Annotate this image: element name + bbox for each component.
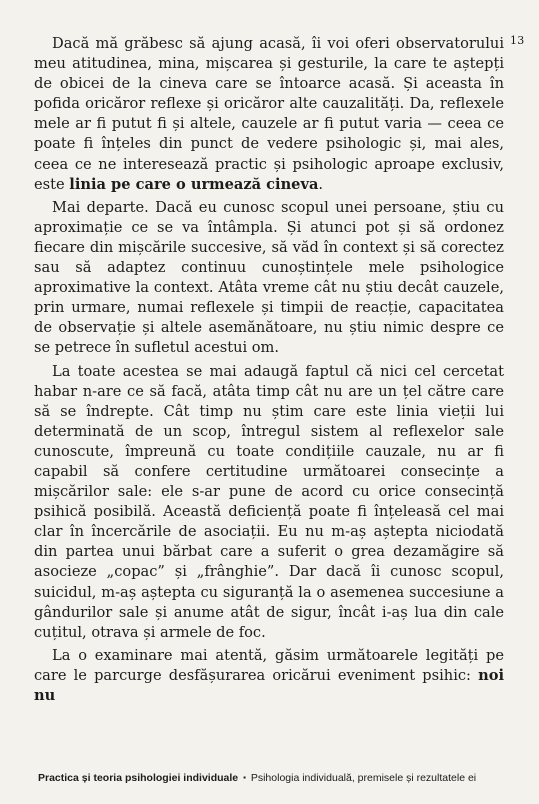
book-series-title: Practica și teoria psihologiei individuale — [38, 772, 239, 784]
book-subtitle: Psihologia individuală, premisele și rezultatele ei — [250, 772, 477, 784]
emphasis-text: noi nu — [34, 666, 504, 704]
paragraph — [34, 198, 504, 359]
paragraph — [34, 34, 504, 195]
page-number: 13 — [510, 34, 525, 47]
paragraph-text: La o examinare mai atentă, găsim următoarele legități pe care le parcurge desfășurarea oricărui eveniment psihic: — [34, 646, 504, 684]
footer-separator-icon: ▪ — [243, 773, 246, 782]
running-footer — [38, 772, 528, 784]
body-text — [34, 34, 504, 706]
emphasis-text: linia pe care o urmează cineva — [69, 175, 319, 193]
paragraph-text: Dacă mă grăbesc să ajung acasă, îi voi oferi observatorului meu atitudinea, mina, mișcarea și gesturile, la care te aștepți de obicei de la cineva care se întoarce acasă. Și aceasta în pofida oricăror reflexe și oricăror alte cauzalități. Da, reflexele mele ar fi putut fi și altele, cauzele ar fi putut varia — ceea ce poate fi înțeles din punct de vedere psihologic și, mai ales, ceea ce ne interesează practic și psihologic aproape exclusiv, este — [34, 35, 504, 193]
paragraph-text: La toate acestea se mai adaugă faptul că nici cel cercetat habar n-are ce să facă, atâta timp cât nu are un țel către care să se îndrepte. Cât timp nu știm care este linia vieții lui determinată de un scop, întregul sistem al reflexelor sale cunoscute, împreună cu toate condițiile cauzale, nu ar fi capabil să confere certitudine următoarei consecințe a mișcărilor sale: ele s-ar pune de acord cu orice consecință psihică posibilă. Această deficiență poate fi înțeleasă cel mai clar în încercările de asociații. Eu nu m-aș aștepta niciodată din partea unui bărbat care a suferit o grea dezamăgire să asocieze „copac” și „frânghie”. Dar dacă îi cunosc scopul, suicidul, m-aș aștepta cu siguranță la o asemenea succesiune a gândurilor sale și anume atât de sigur, încât i-aș lua din cale cuțitul, otrava și armele de foc. — [34, 362, 504, 641]
paragraph — [34, 362, 504, 643]
paragraph-text: Mai departe. Dacă eu cunosc scopul unei persoane, știu cu aproximație ce se va întâmpla. Și atunci pot și să ordonez fiecare din mișcările succesive, să văd în context și să corectez sau să adaptez continuu cunoștințele mele psihologice aproximative la context. Atâta vreme cât nu știu decât cauzele, prin urmare, numai reflexele și timpii de reacție, capacitatea de observație și altele asemănătoare, nu știu nimic despre ce se petrece în sufletul acestui om. — [34, 198, 504, 357]
paragraph-end: . — [318, 175, 324, 193]
paragraph — [34, 646, 504, 706]
